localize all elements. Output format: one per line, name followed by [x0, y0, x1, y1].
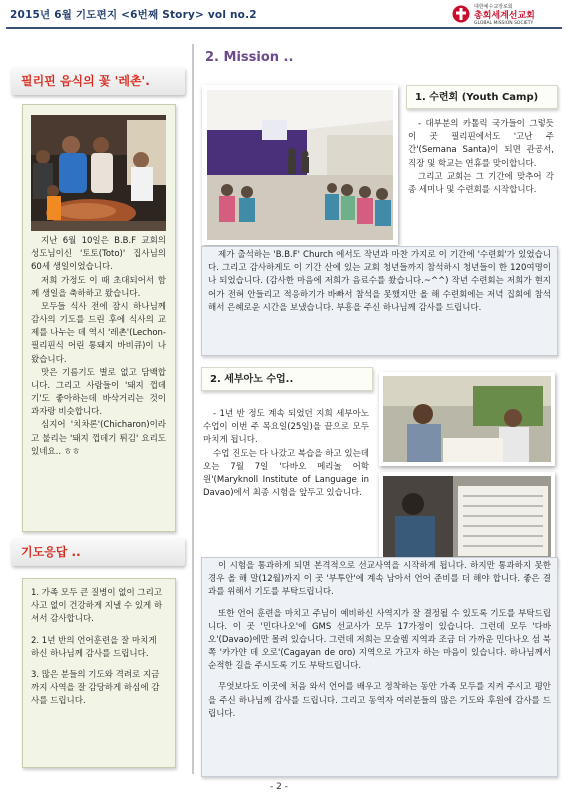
food-paragraph: 심지어 '치차론'(Chicharon)이라고 불리는 '돼지 껍데기 튀김' 요리도 있네요.. ㅎㅎ [31, 420, 166, 457]
cebuano-side-paragraph: - 1년 반 정도 계속 되었던 지희 세부아노 수업이 이번 주 목요일(25일)을 끝으로 모두 마치게 됩니다. [203, 409, 369, 446]
classroom-image [383, 376, 551, 462]
cebuano-side-text [203, 408, 369, 500]
birthday-photo [31, 115, 166, 231]
header-divider [6, 27, 562, 29]
cebuano-heading [201, 367, 373, 391]
prayer-item: 1. 가족 모두 큰 질병이 없이 그리고 사고 없이 건강하게 지낼 수 있게 하셔서 감사합니다. [31, 588, 163, 625]
prayer-section-heading [11, 538, 185, 566]
prayer-item: 3. 많은 분들의 기도와 격려로 지금까지 사역을 잘 감당하게 하심에 감사를 드립니다. [31, 669, 160, 707]
logo-small-text: 대한예수교장로회 [474, 4, 513, 10]
food-section-heading [11, 67, 185, 95]
youth-side-text [408, 118, 554, 197]
youth-body-panel [201, 246, 558, 356]
youth-camp-title: 1. 수련회 (Youth Camp) [415, 92, 539, 103]
food-story-text [31, 235, 166, 459]
newsletter-title: 2015년 6월 기도편지 <6번째 Story> vol no.2 [10, 9, 257, 21]
food-paragraph: 모두들 식사 전에 잠시 하나님께 감사의 기도를 드린 후에 식사의 교제를 나누는 데 역시 '레촌'(Lechon-필리핀식 어린 통돼지 바비큐)이 나왔습니다. [31, 301, 166, 365]
column-divider [192, 44, 194, 774]
logo-name: 총회세계선교회 [474, 11, 535, 21]
cebuano-body-panel [201, 557, 558, 777]
cebuano-body-paragraph: 무엇보다도 이곳에 처음 와서 언어를 배우고 정착하는 동안 가족 모두를 지켜 주시고 평안을 주신 하나님께 감사를 드립니다. 그리고 동역자 여러분들의 많은 기도와 후원에 감사를 드립니다. [208, 682, 551, 719]
mission-heading: 2. Mission .. [205, 50, 294, 65]
youth-body-text: 제가 출석하는 'B.B.F' Church 에서도 작년과 마찬 가지로 이 기간에 '수련회'가 있었습니다. 그리고 감사하게도 이 기간 산에 있는 교회 청년들까지 참석하시 청년들이 한 120여명이나 되었습니다. (감사한 마음에 저희가 음료수를 쐈습니다.~^^) 작년 수련회는 저희가 현지어가 전혀 안들리고 적응하기가 바빠서 참석을 못했지만 올 해 수련회에는 저녁 집회에 참석해서 은혜로운 시간을 보냈습니다. 부흥을 주신 하나님께 감사를 드립니다. [208, 250, 551, 313]
study-image [383, 476, 551, 562]
food-panel [22, 104, 176, 532]
youth-camp-heading [406, 85, 558, 109]
youth-camp-image [207, 90, 393, 240]
logo-english: GLOBAL MISSION SOCIETY [474, 21, 534, 26]
cross-logo-icon [452, 5, 470, 23]
cebuano-body-paragraph: 또한 언어 훈련을 마치고 주님이 예비하신 사역지가 잘 결정될 수 있도록 기도를 부탁드립니다. 이 곳 '민다나오'에 GMS 선교사가 모두 17가정이 있습니다. 그런데 모두 '다바오'(Davao)에만 몰려 있습니다. 그런데 저희는 모슬렘 지역과 조금 더 가까운 민다나오 섬 북쪽 '카가얀 데 오로'(Cagayan de oro) 지역으로 가고자 하는 마음이 있습니다. 하나님께서 순적한 길을 주시도록 기도 부탁드립니다. [208, 608, 551, 672]
prayer-panel [22, 578, 176, 768]
cebuano-photo-bottom [379, 472, 555, 566]
page-number: - 2 - [270, 782, 288, 792]
gms-logo [452, 4, 560, 26]
food-paragraph: 저희 가정도 이 때 초대되어서 함께 생일을 축하하고 왔습니다. [31, 275, 166, 299]
prayer-title: 기도응답 .. [21, 545, 81, 559]
cebuano-body-paragraph: 이 시험을 통과하게 되면 본격적으로 선교사역을 시작하게 됩니다. 하지만 통과하지 못한 경우 올 해 말(12월)까지 이 곳 '부투안'에 계속 남아서 언어 준비를 더 해야 합니다. 좋은 결과를 위해서 기도를 부탁드립니다. [208, 561, 551, 598]
youth-side-paragraph: - 대부분의 카톨릭 국가들이 그렇듯 이 곳 필리핀에서도 '고난 주간'(Semana Santa)이 되면 관공서, 직장 및 학교는 연휴를 맞이합니다. [408, 119, 554, 169]
youth-camp-photo [202, 85, 398, 245]
cebuano-side-paragraph: 수업 진도는 다 나갔고 복습을 하고 있는데 오는 7월 7일 '다바오 메리놀 어학원'(Maryknoll Institute of Language in Davao)에서 최종 시험을 앞두고 있습니다. [203, 448, 369, 499]
prayer-item: 2. 1년 반의 언어훈련을 잘 마치게 하신 하나님께 감사를 드립니다. [31, 635, 157, 659]
food-paragraph: 지난 6월 10일은 B.B.F 교회의 성도님이신 '토토(Toto)' 집사님의 60세 생일이었습니다. [31, 236, 166, 273]
prayer-list [31, 587, 167, 708]
cebuano-title: 2. 세부아노 수업.. [210, 374, 294, 385]
food-title: 필리핀 음식의 꽃 '레촌'. [21, 74, 150, 88]
cebuano-body-text [208, 560, 551, 721]
cebuano-photo-top [379, 372, 555, 466]
food-paragraph: 맛은 기름기도 별로 없고 담백합니다. 그리고 사람들이 '돼지 껍데기'도 좋아하는데 바삭거리는 것이 과자랑 비슷합니다. [31, 367, 166, 418]
youth-side-paragraph: 그리고 교회는 그 기간에 맞추어 각 종 세미나 및 수련회를 시작합니다. [408, 171, 554, 195]
party-photo-image [31, 115, 166, 231]
